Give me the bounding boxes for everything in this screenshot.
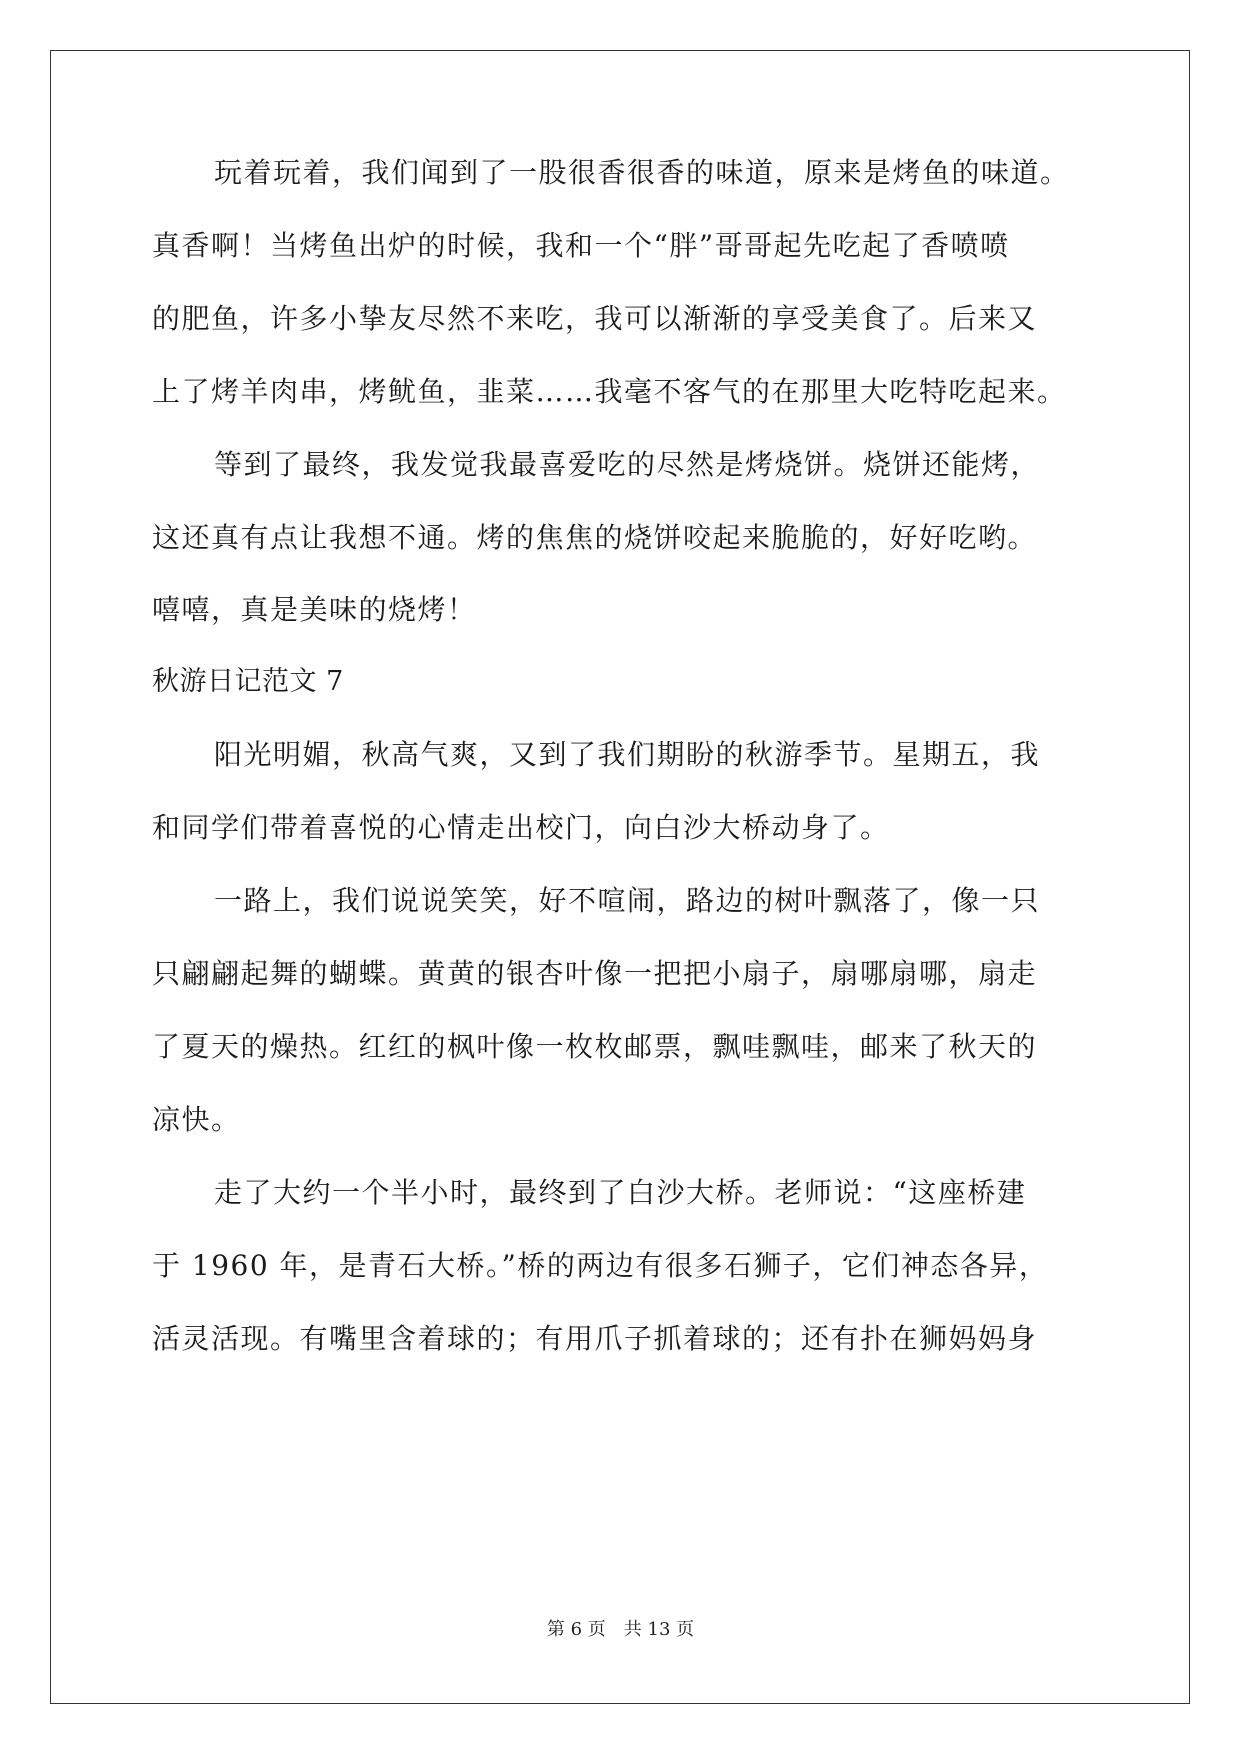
paragraph-line: 凉快。: [152, 1103, 241, 1136]
paragraph-line: 活灵活现。有嘴里含着球的；有用爪子抓着球的；还有扑在狮妈妈身: [152, 1322, 1038, 1355]
paragraph-line: 阳光明媚，秋高气爽，又到了我们期盼的秋游季节。星期五，我: [214, 738, 1041, 771]
section-heading: 秋游日记范文 7: [152, 666, 344, 697]
paragraph-line: 于 1960 年，是青石大桥。”桥的两边有很多石狮子，它们神态各异，: [152, 1249, 1049, 1282]
paragraph-line: 的肥鱼，许多小挚友尽然不来吃，我可以渐渐的享受美食了。后来又: [152, 302, 1038, 335]
paragraph-line: 等到了最终，我发觉我最喜爱吃的尽然是烤烧饼。烧饼还能烤，: [214, 448, 1041, 481]
paragraph-line: 玩着玩着，我们闻到了一股很香很香的味道，原来是烤鱼的味道。: [214, 156, 1070, 189]
paragraph-line: 走了大约一个半小时，最终到了白沙大桥。老师说：“这座桥建: [214, 1176, 1027, 1209]
paragraph-line: 嘻嘻，真是美味的烧烤！: [152, 593, 477, 626]
paragraph-line: 上了烤羊肉串，烤鱿鱼，韭菜……我毫不客气的在那里大吃特吃起来。: [152, 375, 1067, 408]
paragraph-line: 这还真有点让我想不通。烤的焦焦的烧饼咬起来脆脆的，好好吃哟。: [152, 521, 1038, 554]
paragraph-line: 了夏天的燥热。红红的枫叶像一枚枚邮票，飘哇飘哇，邮来了秋天的: [152, 1030, 1038, 1063]
paragraph-line: 真香啊！当烤鱼出炉的时候，我和一个“胖”哥哥起先吃起了香喷喷: [152, 229, 1010, 262]
paragraph-line: 只翩翩起舞的蝴蝶。黄黄的银杏叶像一把把小扇子，扇哪扇哪，扇走: [152, 957, 1038, 990]
paragraph-line: 和同学们带着喜悦的心情走出校门，向白沙大桥动身了。: [152, 811, 890, 844]
paragraph-line: 一路上，我们说说笑笑，好不喧闹，路边的树叶飘落了，像一只: [214, 884, 1041, 917]
page-number: 第 6 页 共 13 页: [546, 1619, 695, 1640]
